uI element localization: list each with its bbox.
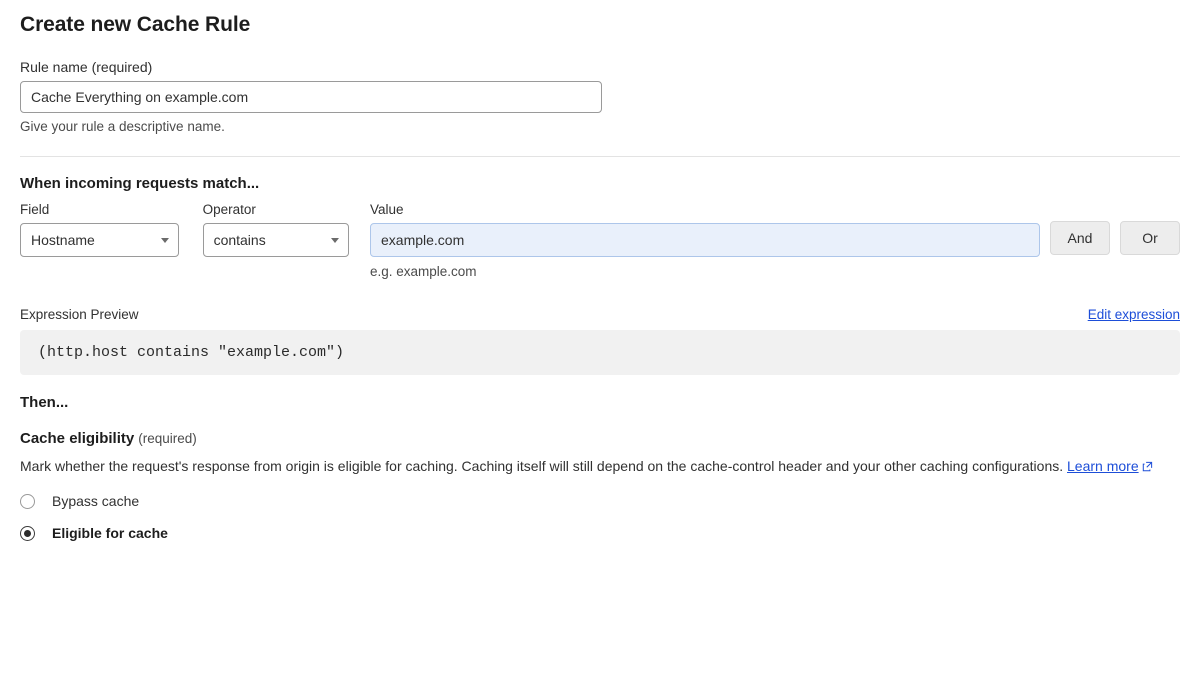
section-divider [20, 156, 1180, 157]
or-button[interactable]: Or [1120, 221, 1180, 255]
match-heading: When incoming requests match... [20, 175, 260, 192]
logic-buttons [1050, 202, 1180, 255]
rule-name-input[interactable] [20, 81, 602, 113]
rule-name-label: Rule name (required) [20, 59, 153, 75]
and-button[interactable]: And [1050, 221, 1110, 255]
cache-eligibility-title: Cache eligibility [20, 430, 135, 447]
field-select[interactable] [20, 223, 179, 257]
field-column [20, 202, 179, 257]
radio-label-eligible-for-cache: Eligible for cache [52, 525, 168, 542]
rule-name-help: Give your rule a descriptive name. [20, 119, 225, 134]
cache-eligibility-required: (required) [138, 431, 197, 446]
radio-option-eligible-for-cache[interactable] [20, 525, 1180, 541]
value-hint: e.g. example.com [370, 264, 477, 279]
edit-expression-link[interactable]: Edit expression [1087, 307, 1180, 322]
chevron-down-icon [331, 238, 339, 243]
radio-icon[interactable] [20, 494, 35, 509]
expression-preview-box: (http.host contains "example.com") [20, 330, 1180, 375]
expression-header [20, 307, 1180, 322]
radio-option-bypass-cache[interactable] [20, 493, 1180, 509]
value-column-label: Value [370, 202, 404, 217]
value-column [370, 202, 1040, 279]
expression-preview-label: Expression Preview [20, 307, 139, 322]
create-cache-rule-page [0, 13, 1200, 696]
operator-select[interactable] [203, 223, 349, 257]
radio-icon[interactable] [20, 526, 35, 541]
operator-column-label: Operator [202, 202, 256, 217]
radio-label-bypass-cache: Bypass cache [52, 493, 140, 510]
cache-eligibility-heading [20, 430, 1180, 447]
operator-select-value: contains [213, 232, 266, 248]
cache-eligibility-description-text: Mark whether the request's response from origin is eligible for caching. Caching itself will still depend on the cache-control header and your other caching configurations. [20, 458, 1068, 474]
condition-row [20, 202, 1180, 279]
then-heading: Then... [20, 394, 69, 411]
chevron-down-icon [161, 238, 169, 243]
operator-column [203, 202, 349, 257]
external-link-icon [1142, 457, 1153, 477]
field-column-label: Field [20, 202, 50, 217]
page-title: Create new Cache Rule [20, 13, 251, 36]
value-input[interactable] [370, 223, 1040, 257]
learn-more-link[interactable]: Learn more [1067, 458, 1139, 474]
field-select-value: Hostname [31, 232, 95, 248]
cache-eligibility-description [20, 456, 1180, 477]
